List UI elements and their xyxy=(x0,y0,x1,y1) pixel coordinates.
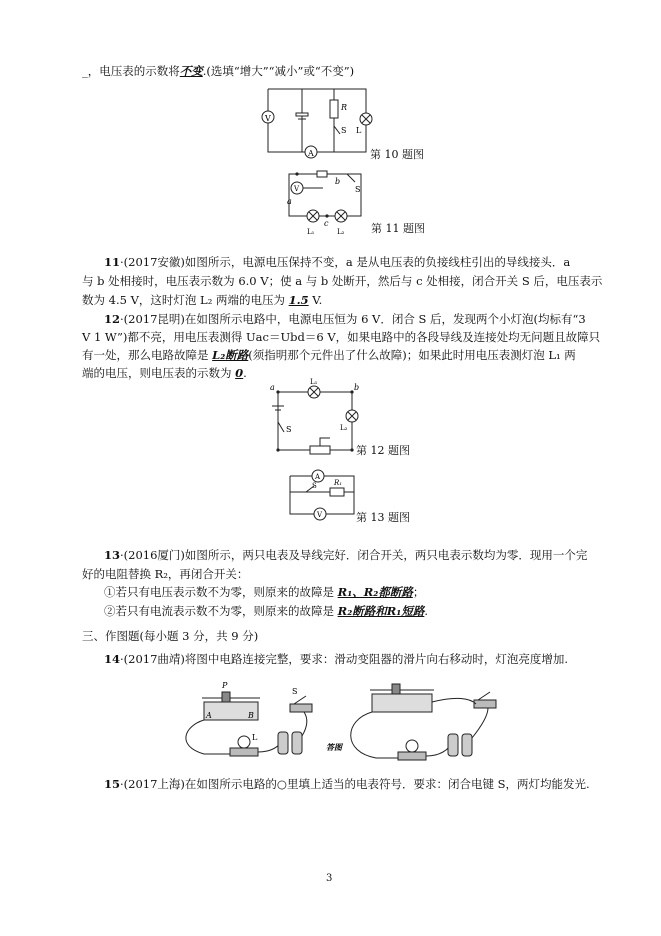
q12-line1 xyxy=(104,312,586,327)
fig12-switch xyxy=(278,422,284,432)
q12-text-1: ·(2017昆明)在如图所示电路中，电源电压恒为 6 V．闭合 S 后，发现两个小灯泡(均标有“3 xyxy=(120,312,586,326)
q12-line4 xyxy=(82,366,247,381)
q12-line3 xyxy=(82,348,576,363)
q11-text-1: ·(2017安徽)如图所示，电源电压保持不变，a 是从电压表的负接线柱引出的导线接头．a xyxy=(120,255,571,269)
fig11-switch xyxy=(347,174,355,182)
q15-line xyxy=(104,777,590,792)
q13-opt2-answer: R₂断路和R₁短路 xyxy=(337,604,425,618)
fig11-v-label: V xyxy=(294,185,300,193)
q10-tail-prefix: _，电压表的示数将 xyxy=(82,64,180,78)
q12-suffix: . xyxy=(243,366,247,380)
q11-number: 11 xyxy=(104,255,121,269)
q14-number: 14 xyxy=(104,652,121,666)
q10-tail-suffix: .(选填“增大”“减小”或“不变”) xyxy=(202,64,355,78)
fig12-a-label: a xyxy=(270,383,275,392)
q13-opt2-suffix: . xyxy=(424,604,428,618)
fig10-s-label: S xyxy=(341,126,347,135)
q12-number: 12 xyxy=(104,312,121,326)
figure-11-circuit xyxy=(283,168,365,236)
fig14-lamp-left xyxy=(238,736,250,748)
fig12-s-label: S xyxy=(286,425,292,434)
fig14-slider-left xyxy=(222,692,230,702)
page-number: 3 xyxy=(326,873,333,884)
q14-text: ·(2017曲靖)将图中电路连接完整，要求：滑动变阻器的滑片向右移动时，灯泡亮度增加. xyxy=(120,652,569,666)
fig13-resistor xyxy=(330,488,344,496)
figure-13-circuit xyxy=(284,466,356,520)
q13-opt1-text: ①若只有电压表示数不为零，则原来的故障是 xyxy=(104,585,334,599)
fig14-battery-right-2 xyxy=(462,734,472,756)
q11-suffix: V. xyxy=(312,293,323,307)
q13-opt1-answer: R₁、R₂都断路 xyxy=(337,585,413,599)
fig10-v-label: V xyxy=(265,114,271,123)
q13-text-1: ·(2016厦门)如图所示，两只电表及导线完好．闭合开关，两只电表示数均为零．现用一个完 xyxy=(120,548,588,562)
q11-line1 xyxy=(104,255,570,270)
fig12-l2-label: L₂ xyxy=(340,424,348,432)
q12-text-3: 有一处，那么电路故障是 xyxy=(82,348,209,362)
fig14-p-label: P xyxy=(222,681,228,690)
fig10-wire xyxy=(268,89,366,152)
q11-line2: 与 b 处相接时，电压表示数为 6.0 V；使 a 与 b 处断开，然后与 c 处相接，闭合开关 S 后，电压表示 xyxy=(82,274,603,288)
q12-text-4: 端的电压，则电压表的示数为 xyxy=(82,366,232,380)
q12-answer-2: 0 xyxy=(235,366,244,380)
fig14-battery-left-1 xyxy=(278,732,288,754)
q15-text: ·(2017上海)在如图所示电路的○里填上适当的电表符号．要求：闭合电键 S，两灯均能发光. xyxy=(120,777,590,791)
q13-number: 13 xyxy=(104,548,121,562)
figure-10-caption: 第 10 题图 xyxy=(370,148,424,161)
fig10-r-label: R xyxy=(341,103,348,112)
fig11-c-label: c xyxy=(324,219,329,228)
fig12-l1-label: L₁ xyxy=(310,378,318,386)
fig12-rheostat xyxy=(310,446,330,454)
figure-12-circuit xyxy=(268,380,358,460)
fig14-slider-right xyxy=(392,684,400,694)
figure-13-caption: 第 13 题图 xyxy=(356,511,410,524)
section-3-title: 三、作图题(每小题 3 分，共 9 分) xyxy=(82,629,259,643)
figure-12-caption: 第 12 题图 xyxy=(356,444,410,457)
fig14-battery-right-1 xyxy=(448,734,458,756)
fig11-wire xyxy=(289,174,361,216)
fig12-wire xyxy=(278,392,352,450)
fig13-a-label: A xyxy=(315,473,321,481)
q10-tail-line xyxy=(82,64,354,79)
q11-answer: 1.5 xyxy=(288,293,309,307)
fig14-battery-left-2 xyxy=(292,732,302,754)
fig11-a-label: a xyxy=(287,197,292,206)
q13-option-2 xyxy=(104,604,428,619)
fig11-s-label: S xyxy=(355,185,361,194)
fig12-b-label: b xyxy=(354,383,360,392)
figure-11-caption: 第 11 题图 xyxy=(371,222,425,235)
q12-answer-1: L₂断路 xyxy=(212,348,249,362)
q14-line xyxy=(104,652,568,667)
fig13-r1-label: R₁ xyxy=(334,479,343,487)
q15-number: 15 xyxy=(104,777,121,791)
fig14-switch-left xyxy=(290,704,312,712)
fig10-resistor xyxy=(330,100,338,118)
q13-option-1 xyxy=(104,585,424,600)
fig11-b-label: b xyxy=(335,177,341,186)
fig14-lamp-base-right xyxy=(398,752,426,760)
fig14-b-label: B xyxy=(248,711,254,720)
q13-opt1-suffix: ； xyxy=(412,585,425,599)
q12-line2: V 1 W”)都不亮，用电压表测得 Uac＝Ubd＝6 V，如果电路中的各段导线及连接处均无问题且故障只 xyxy=(82,330,601,344)
fig14-lamp-base-left xyxy=(230,748,258,756)
q11-text-3: 数为 4.5 V，这时灯泡 L₂ 两端的电压为 xyxy=(82,293,285,307)
fig13-v-label: V xyxy=(317,511,323,519)
figure-10-circuit xyxy=(262,86,372,158)
figure-14-circuit xyxy=(176,676,506,768)
fig14-s-label: S xyxy=(292,687,298,696)
q12-mid: (须指明那个元件出了什么故障)；如果此时用电压表测灯泡 L₁ 两 xyxy=(248,348,576,362)
q13-line2: 好的电阻替换 R₂，再闭合开关： xyxy=(82,567,249,581)
fig10-a-label: A xyxy=(308,149,314,158)
fig14-a-label: A xyxy=(206,711,212,720)
fig10-l-label: L xyxy=(356,126,362,135)
fig14-answer-label: 答图 xyxy=(326,742,342,752)
fig11-l2-label: L₂ xyxy=(337,228,345,236)
fig13-s-label: S xyxy=(312,482,317,490)
fig14-rheostat-right xyxy=(372,694,432,712)
fig14-l-label: L xyxy=(252,733,258,742)
q10-answer: 不变 xyxy=(179,64,203,78)
fig11-l1-label: L₁ xyxy=(307,228,315,236)
fig10-switch xyxy=(334,126,340,134)
fig14-switch-right xyxy=(474,700,496,708)
q13-line1 xyxy=(104,548,587,563)
fig14-lamp-right xyxy=(406,740,418,752)
q11-line3 xyxy=(82,293,322,308)
q13-opt2-text: ②若只有电流表示数不为零，则原来的故障是 xyxy=(104,604,334,618)
